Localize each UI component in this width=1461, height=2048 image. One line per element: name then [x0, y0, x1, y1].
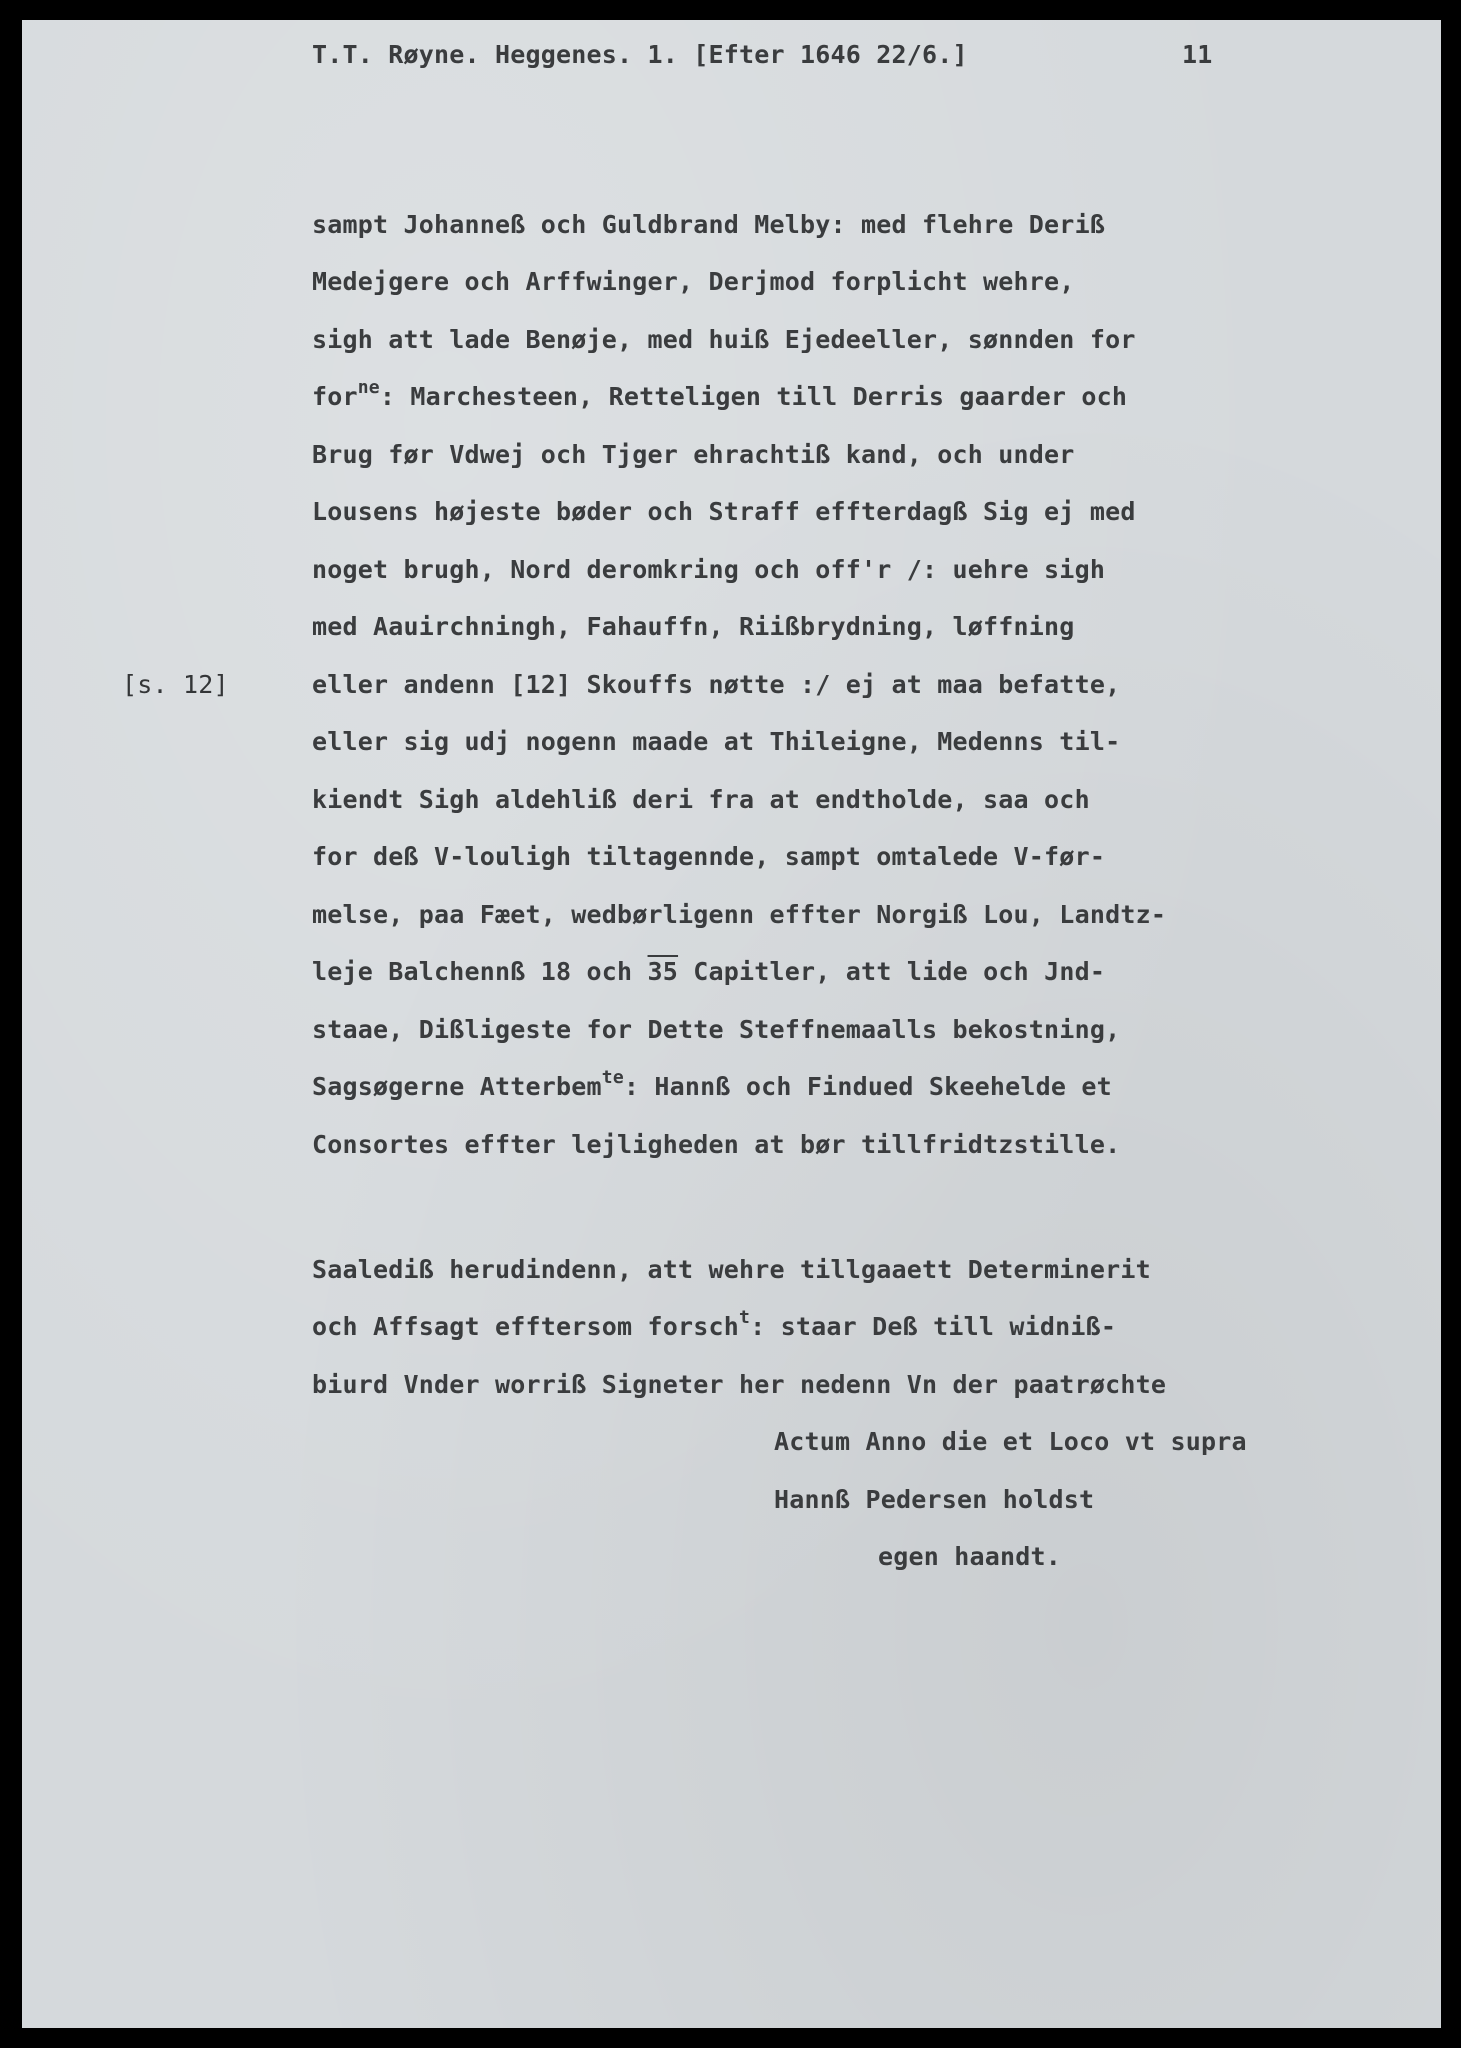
text-line: melse, paa Fæet, wedbørligenn effter Norgiß Lou, Landtz-: [312, 900, 1167, 929]
page-number: 11: [1182, 40, 1213, 69]
superscript: t: [739, 1307, 751, 1328]
text-line: Medejgere och Arffwinger, Derjmod forplicht wehre,: [312, 267, 1075, 296]
text-line: kiendt Sigh aldehliß deri fra at endtholde, saa och: [312, 785, 1090, 814]
overlined-number: 35: [647, 957, 679, 986]
page-header: [312, 40, 968, 70]
text-fragment: for: [312, 382, 358, 411]
text-line: sigh att lade Benøje, med huiß Ejedeeller, sønnden for: [312, 325, 1136, 354]
text-line: Lousens højeste bøder och Straff effterdagß Sig ej med: [312, 497, 1136, 526]
text-line: staae, Dißligeste for Dette Steffnemaalls bekostning,: [312, 1015, 1121, 1044]
document-page: [22, 20, 1441, 2028]
text-line: [312, 1307, 1117, 1345]
text-line: [312, 957, 1105, 987]
text-fragment: leje Balchennß 18 och: [312, 957, 648, 986]
text-line: eller sig udj nogenn maade at Thileigne, Medenns til-: [312, 727, 1121, 756]
text-line: sampt Johanneß och Guldbrand Melby: med flehre Deriß: [312, 210, 1106, 239]
text-line: Saalediß herudindenn, att wehre tillgaaett Determinerit: [312, 1255, 1151, 1284]
text-line: [312, 1067, 1112, 1105]
text-fragment: : Hannß och Findued Skeehelde et: [623, 1072, 1112, 1101]
text-line: biurd Vnder worriß Signeter her nedenn Vn der paatrøchte: [312, 1370, 1167, 1399]
superscript: ne: [357, 377, 380, 398]
text-line: Actum Anno die et Loco vt supra: [774, 1427, 1247, 1456]
text-line: Hannß Pedersen holdst: [774, 1485, 1095, 1514]
text-line: egen haandt.: [878, 1542, 1062, 1571]
text-fragment: och Affsagt efftersom forsch: [312, 1312, 740, 1341]
text-line: Brug før Vdwej och Tjger ehrachtiß kand, och under: [312, 440, 1075, 469]
superscript: te: [601, 1067, 624, 1088]
text-line: Consortes effter lejligheden at bør tillfridtzstille.: [312, 1130, 1121, 1159]
text-fragment: Sagsøgerne Atterbem: [312, 1072, 602, 1101]
text-fragment: : Marchesteen, Retteligen till Derris gaarder och: [379, 382, 1128, 411]
text-fragment: : staar Deß till widniß-: [750, 1312, 1117, 1341]
text-line: noget brugh, Nord deromkring och off'r /: uehre sigh: [312, 555, 1106, 584]
text-line: eller andenn [12] Skouffs nøtte :/ ej at maa befatte,: [312, 670, 1121, 699]
margin-page-reference: [s. 12]: [122, 670, 229, 699]
header-title: T.T. Røyne. Heggenes. 1. [Efter 1646 22/6.]: [312, 40, 968, 69]
text-line: [312, 377, 1128, 415]
text-line: med Aauirchningh, Fahauffn, Riißbrydning, løffning: [312, 612, 1075, 641]
text-fragment: Capitler, att lide och Jnd-: [678, 957, 1106, 986]
text-line: for deß V-louligh tiltagennde, sampt omtalede V-før-: [312, 842, 1106, 871]
